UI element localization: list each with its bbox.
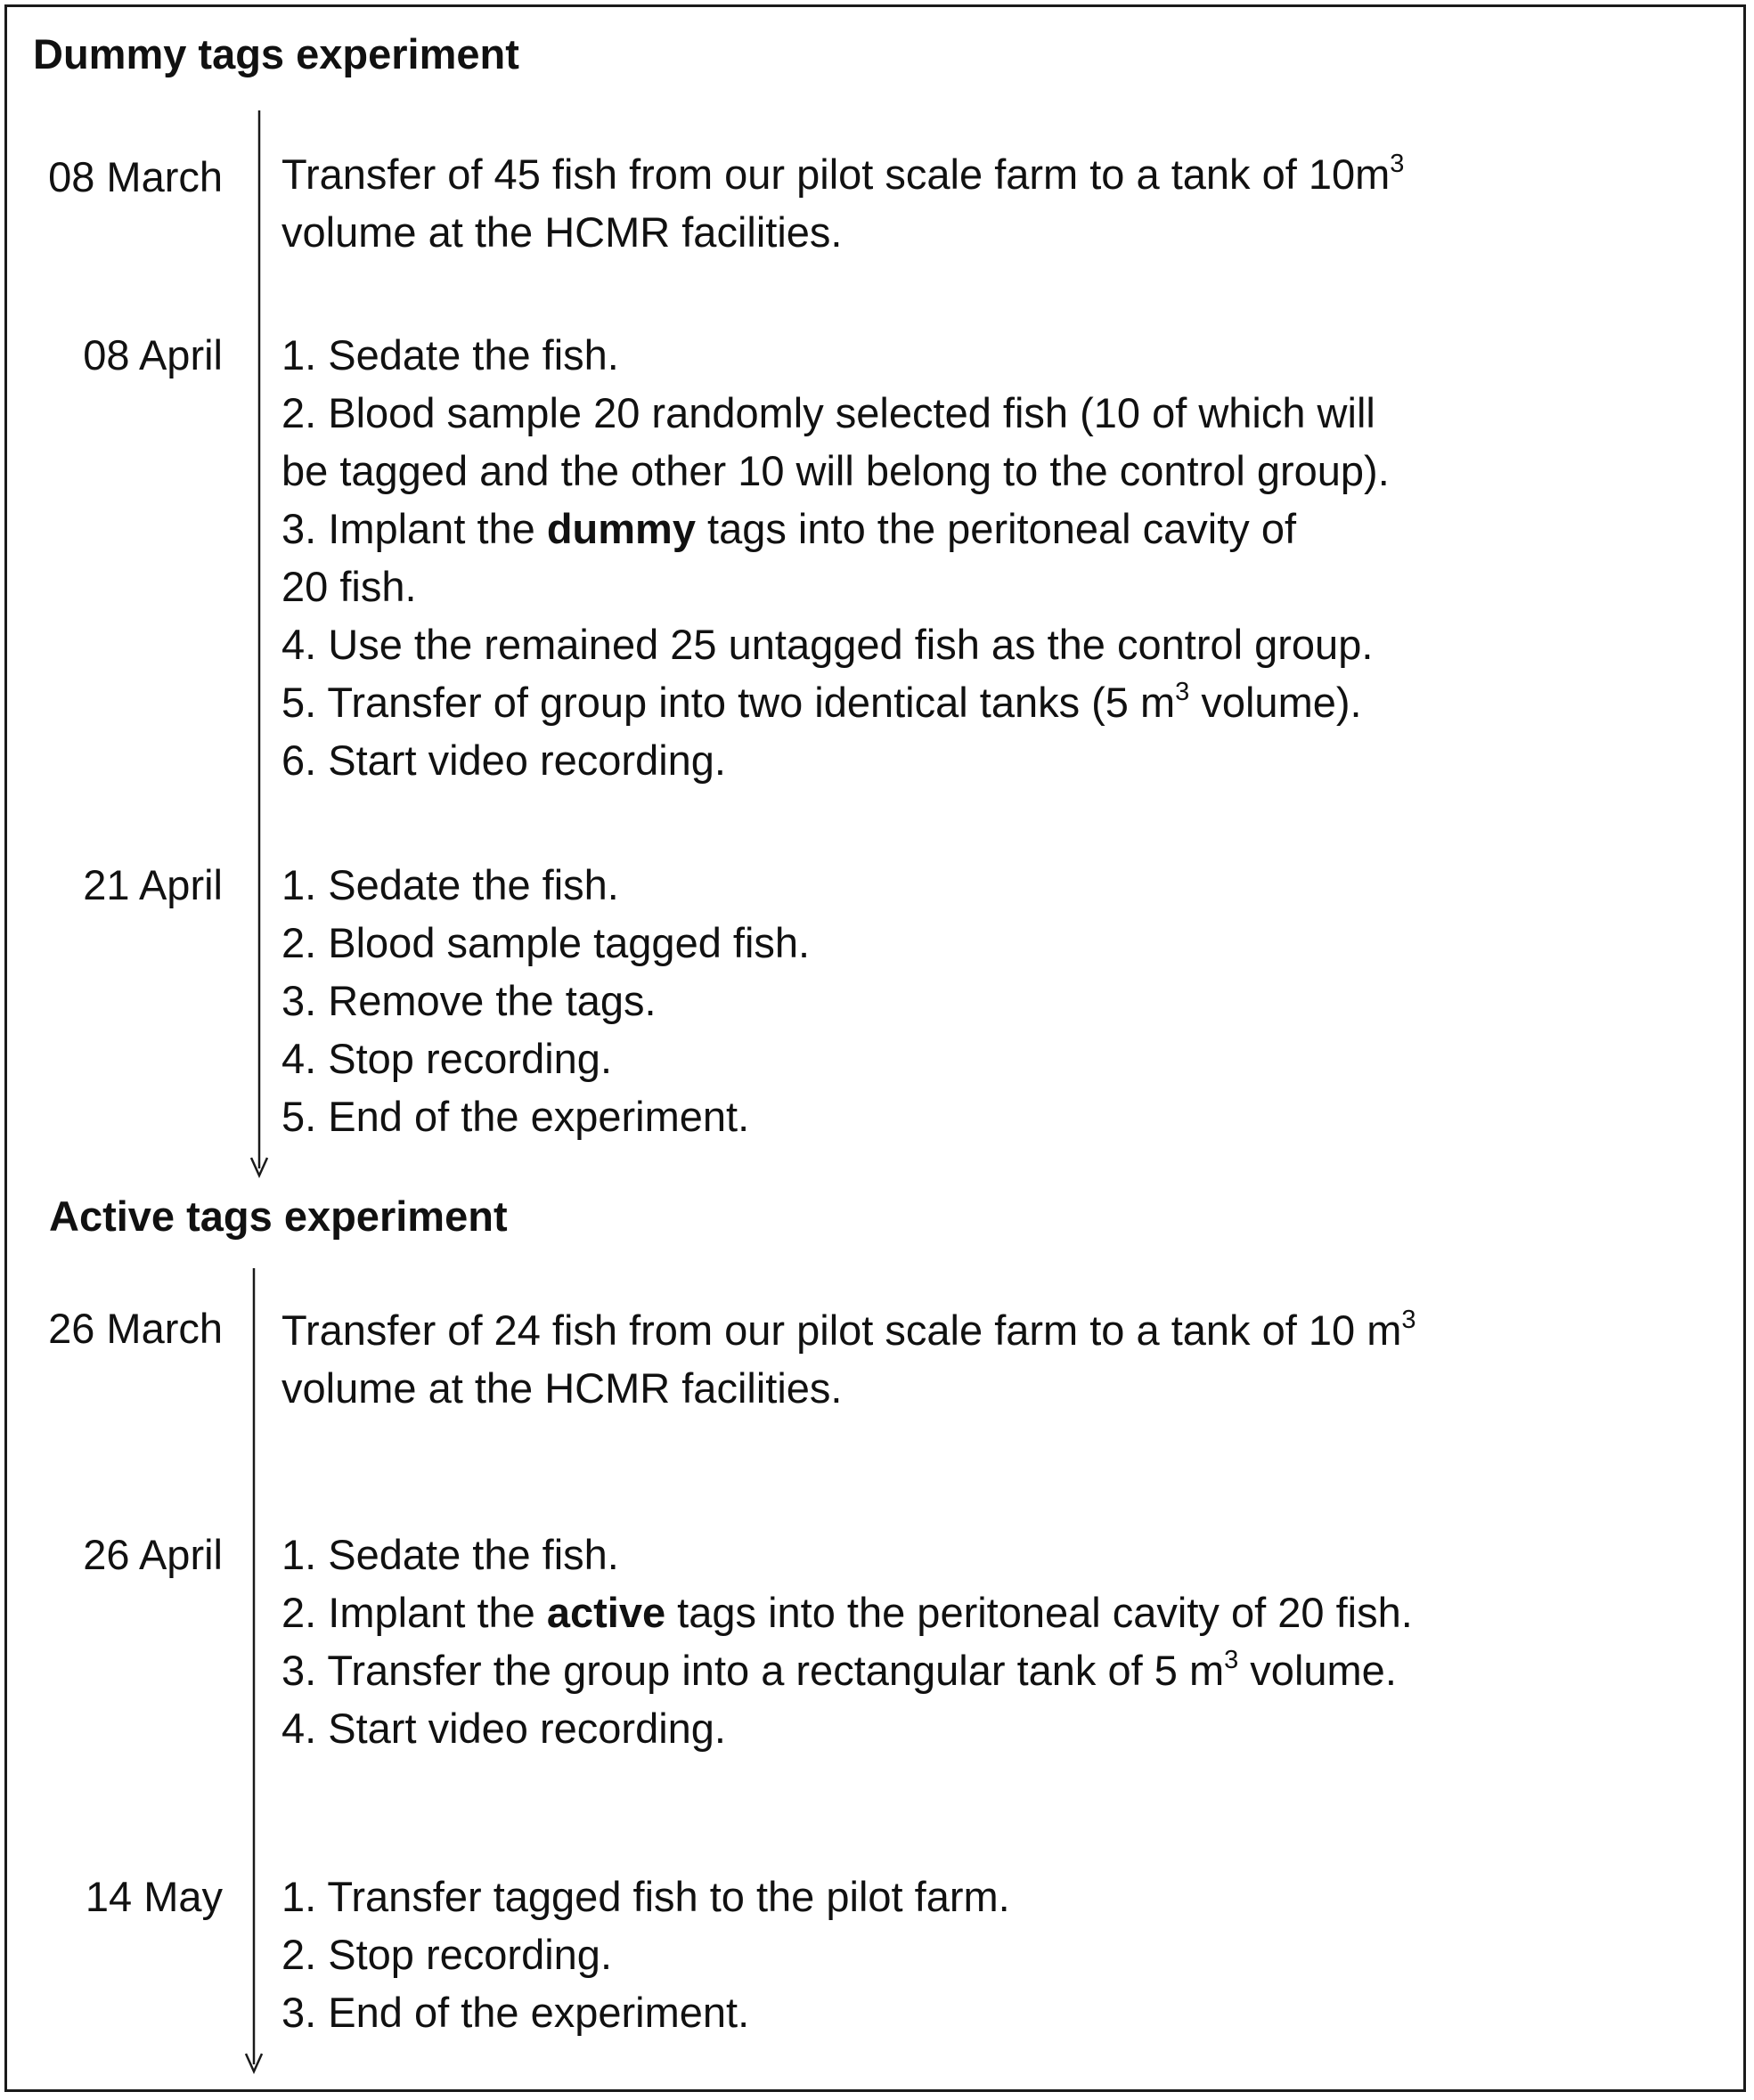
- step-text: 3. End of the experiment.: [281, 1989, 750, 2036]
- step-text: volume).: [1189, 679, 1362, 726]
- step-text: 2. Blood sample tagged fish.: [281, 919, 811, 966]
- step-line: [281, 1983, 1010, 2041]
- superscript: 3: [1390, 150, 1405, 178]
- step-text: tags into the peritoneal cavity of: [695, 505, 1297, 552]
- step-line: [281, 1868, 1010, 1925]
- step-text: 1. Sedate the fish.: [281, 331, 619, 378]
- step-line: [281, 1699, 1413, 1757]
- section-title-dummy: Dummy tags experiment: [33, 30, 519, 77]
- step-text: 1. Sedate the fish.: [281, 861, 619, 908]
- step-text: 2. Stop recording.: [281, 1931, 612, 1978]
- event-date: 26 April: [83, 1531, 223, 1578]
- step-text: 1. Sedate the fish.: [281, 1531, 619, 1578]
- step-text: 5. End of the experiment.: [281, 1093, 750, 1140]
- superscript: 3: [1175, 678, 1190, 706]
- step-line: [281, 1641, 1413, 1699]
- step-text: 6. Start video recording.: [281, 737, 726, 784]
- step-text: 4. Use the remained 25 untagged fish as the control group.: [281, 621, 1374, 668]
- superscript: 3: [1401, 1306, 1416, 1334]
- step-line: [281, 1925, 1010, 1983]
- step-text: 1. Transfer tagged fish to the pilot farm.: [281, 1873, 1010, 1920]
- event-steps: [281, 1526, 1413, 1757]
- step-line: [281, 1301, 1415, 1359]
- event-description: [281, 1301, 1415, 1417]
- step-line: [281, 1359, 1415, 1417]
- step-text: 2. Implant the: [281, 1589, 547, 1636]
- step-text: 3. Transfer the group into a rectangular tank of 5 m: [281, 1647, 1225, 1694]
- event-date: 26 March: [48, 1305, 223, 1352]
- step-text: 2. Blood sample 20 randomly selected fish (10 of which will: [281, 389, 1375, 436]
- emphasis-text: dummy: [546, 505, 696, 552]
- superscript: 3: [1224, 1646, 1239, 1674]
- emphasis-text: active: [546, 1589, 666, 1636]
- step-text: tags into the peritoneal cavity of 20 fish.: [665, 1589, 1413, 1636]
- event-date: 08 April: [83, 331, 223, 378]
- section-title-active: Active tags experiment: [49, 1192, 508, 1240]
- step-text: 3. Implant the: [281, 505, 547, 552]
- event-date: 14 May: [85, 1873, 223, 1920]
- step-text: 5. Transfer of group into two identical tanks (5 m: [281, 679, 1176, 726]
- step-text: be tagged and the other 10 will belong to the control group).: [281, 447, 1390, 494]
- step-text: volume at the HCMR facilities.: [281, 208, 843, 256]
- step-line: [281, 1526, 1413, 1583]
- event-steps: [281, 1868, 1010, 2041]
- step-text: volume.: [1238, 1647, 1397, 1694]
- step-text: 3. Remove the tags.: [281, 977, 657, 1024]
- step-text: 20 fish.: [281, 563, 417, 610]
- step-line: [281, 1583, 1413, 1641]
- event-date: 08 March: [48, 153, 223, 200]
- step-text: Transfer of 45 fish from our pilot scale farm to a tank of 10m: [281, 151, 1391, 198]
- event-date: 21 April: [83, 861, 223, 908]
- step-text: volume at the HCMR facilities.: [281, 1364, 843, 1412]
- step-text: Transfer of 24 fish from our pilot scale farm to a tank of 10 m: [281, 1306, 1402, 1354]
- step-text: 4. Stop recording.: [281, 1035, 612, 1082]
- step-text: 4. Start video recording.: [281, 1705, 726, 1752]
